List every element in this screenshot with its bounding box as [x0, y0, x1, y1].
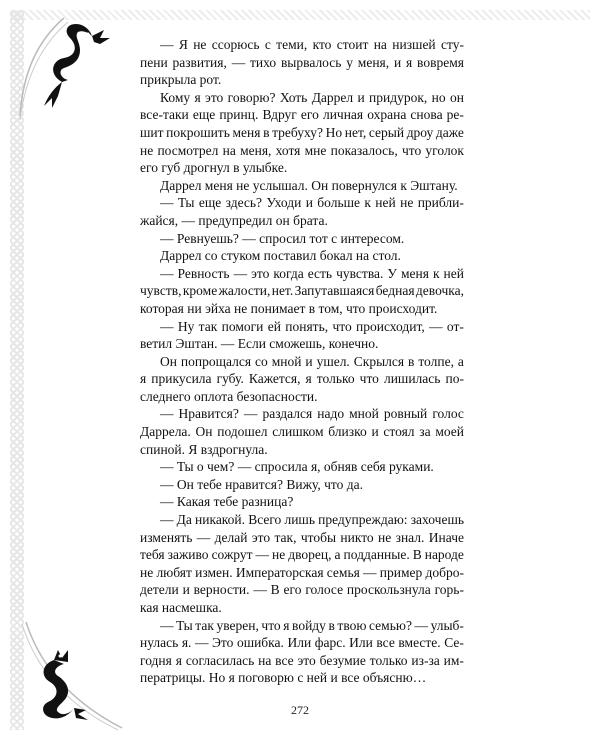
text-line: Даррел со стуком поставил бокал на стол.	[160, 248, 401, 264]
page-number: 272	[291, 703, 309, 717]
text-line: Кому я это говорю? Хоть Даррел и придурок, но он	[160, 89, 464, 105]
text-line: — Ревность — это когда есть чувства. У меня к ней	[160, 265, 464, 281]
text-line: жайся, — предупредил он брата.	[140, 212, 328, 228]
text-line: ператрицы. Но я поговорю с ней и все объясню…	[140, 670, 427, 686]
text-line: Даррела. Он подошел слишком близко и стоял за моей	[140, 424, 464, 440]
text-line: — Ты еще здесь? Уходи и больше к ней не прибли-	[160, 195, 464, 211]
text-line: чувств, кроме жалости, нет. Запутавшаяся бедная девочка,	[140, 283, 464, 299]
dragon-ornament-top-left	[18, 12, 128, 122]
text-line: — Он тебе нравится? Вижу, что да.	[160, 476, 363, 492]
text-line: пени развития, — тихо вырвалось у меня, и я вовремя	[140, 54, 464, 70]
text-line: годня я согласилась на все это безумие только из-за им-	[140, 652, 464, 668]
text-line: — Я не ссорюсь с теми, кто стоит на низшей сту-	[160, 37, 464, 52]
text-line: не любят измен. Императорская семья — пример добро-	[140, 564, 464, 580]
text-line: шит покрошить меня в требуху? Но нет, серый дроу даже	[140, 124, 464, 140]
text-line: кая насмешка.	[140, 600, 222, 615]
text-line: Он попрощался со мной и ушел. Скрылся в толпе, а	[160, 353, 464, 369]
dragon-ornament-bottom-left	[18, 620, 128, 732]
text-line: — Да никакой. Всего лишь предупреждаю: захочешь	[160, 512, 464, 528]
text-line: я прикусила губу. Кажется, я только что лишилась по-	[140, 371, 464, 387]
text-line: — Ну так помоги ей понять, что происходит, — от-	[160, 318, 464, 334]
text-line: изменять — делай это так, чтобы никто не знал. Иначе	[140, 529, 464, 545]
text-line: прикрыла рот.	[140, 72, 222, 88]
text-line: — Нравится? — раздался надо мной ровный голос	[160, 406, 464, 422]
text-line: тебя заживо сожрут — не дворец, а подданные. В народе	[140, 547, 464, 563]
text-line: спиной. Я вздрогнула.	[140, 441, 268, 457]
text-line: — Ревнуешь? — спросил тот с интересом.	[160, 230, 405, 246]
text-line: следнего оплота безопасности.	[140, 388, 318, 404]
text-line: которая ни эйха не понимает в том, что происходит.	[140, 300, 438, 316]
text-line: нулась я. — Это ошибка. Или фарс. Или все вместе. Се-	[140, 635, 464, 651]
text-line: — Ты так уверен, что я войду в твою семью? — улыб-	[160, 617, 464, 633]
text-line: не посмотрел на меня, хотя мне показалось, что уголок	[140, 142, 464, 158]
body-text	[140, 36, 464, 687]
text-line: Даррел меня не услышал. Он повернулся к Эштану.	[160, 177, 458, 193]
text-line: — Какая тебе разница?	[160, 494, 294, 510]
text-line: — Ты о чем? — спросила я, обняв себя руками.	[160, 459, 434, 475]
text-line: все-таки еще принц. Вдруг его личная охрана снова ре-	[140, 107, 464, 123]
text-line: детели и верности. — В его голосе проскользнула горь-	[140, 582, 464, 598]
text-line: ветил Эштан. — Если сможешь, конечно.	[140, 336, 379, 352]
text-line: его губ дрогнул в улыбке.	[140, 160, 288, 176]
